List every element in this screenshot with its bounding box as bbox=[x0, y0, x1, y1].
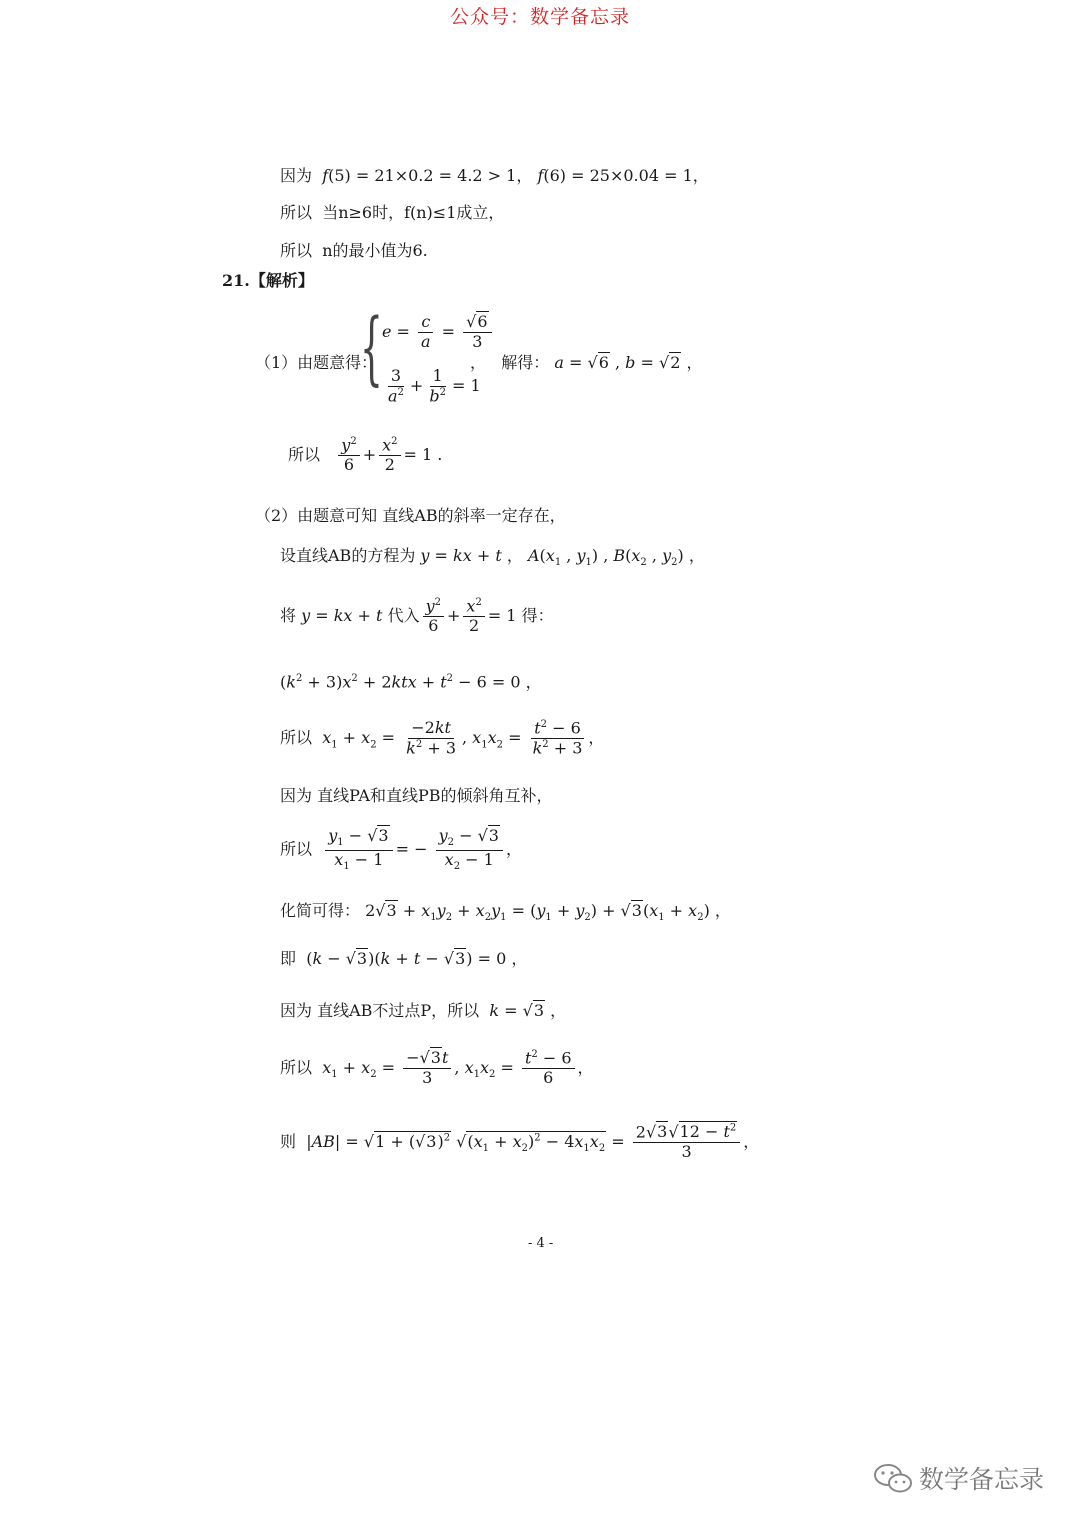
line-substitute: 将 y = kx + t 代入 $\frac{y^2}{6}$ + $\frac{x^2}{2}$ = 1 得： bbox=[280, 596, 554, 636]
line-chord-length: 则 $|AB| = √1 + (√3)^2$ $√(x_1 + x_2)^2 - 4x_1x_2$ = $\frac{2√3√12 - t^2}{3}$ ， bbox=[280, 1122, 760, 1162]
line-simplified: 化简可得： $2√3 + x_1y_2 + x_2y_1 = (y_1 + y_2) + √3(x_1 + x_2)$ ， bbox=[280, 901, 731, 924]
header-watermark: 公众号：数学备忘录 bbox=[449, 6, 630, 28]
line-vieta: 所以 $x_1 + x_2$ = $\frac{-2kt}{k^2 + 3}$ , $x_1x_2$ = $\frac{t^2 - 6}{k^2 + 3}$ ， bbox=[280, 718, 605, 758]
line-supplementary: 因为 直线PA和直线PB的倾斜角互补， bbox=[280, 786, 553, 805]
line-n-ge-6: 所以 当n≥6时，f(n)≤1成立， bbox=[280, 203, 505, 222]
system-brace: { bbox=[360, 301, 383, 394]
part2-label: （2）由题意可知 直线AB的斜率一定存在， bbox=[255, 506, 566, 525]
system-eq1: e = $\frac{c}{a}$ = $\frac{√6}{3}$ bbox=[382, 314, 495, 351]
line-f5-f6: 因为 f(5) = 21×0.2 = 4.2 > 1， f(6) = 25×0.04 = 1， bbox=[280, 166, 709, 185]
line-min-n: 所以 n的最小值为6. bbox=[280, 241, 428, 260]
line-factored: 即 (k − √3)(k + t − √3) = 0 ， bbox=[280, 949, 528, 968]
watermark-text: 数学备忘录 bbox=[918, 1465, 1044, 1494]
wechat-icon bbox=[873, 1462, 913, 1494]
line-quadratic: $(k^2 + 3)x^2 + 2ktx + t^2 - 6 = 0$ ， bbox=[280, 672, 542, 692]
line-vieta-k: 所以 $x_1 + x_2$ = $\frac{-√3t}{3}$ , $x_1x_2$ = $\frac{t^2 - 6}{6}$ ， bbox=[280, 1048, 594, 1088]
system-eq2: $\frac{3}{a^2}$ + $\frac{1}{b^2}$ = 1 bbox=[388, 366, 481, 406]
line-slope-equation: 所以 $\frac{y_1 - √3}{x_1 - 1}$ = − $\frac{y_2 - √3}{x_2 - 1}$ ， bbox=[280, 826, 522, 872]
page-number: - 4 - bbox=[528, 1236, 554, 1251]
part1-label: （1）由题意得： bbox=[255, 353, 378, 372]
solve-result: ， 解得： a = √6 , b = √2 ， bbox=[470, 353, 703, 372]
ellipse-equation: 所以 $\frac{y^2}{6}$ + $\frac{x^2}{2}$ = 1 . bbox=[288, 435, 443, 475]
question-21-heading: 21.【解析】 bbox=[222, 271, 314, 290]
line-ab-equation: 设直线AB的方程为 y = kx + t ， $A(x_1$ , $y_1$) , $B(x_2$ , $y_2$) ， bbox=[280, 546, 705, 569]
watermark bbox=[873, 1460, 1044, 1496]
line-k-value: 因为 直线AB不过点P，所以 k = √3 ， bbox=[280, 1001, 567, 1020]
